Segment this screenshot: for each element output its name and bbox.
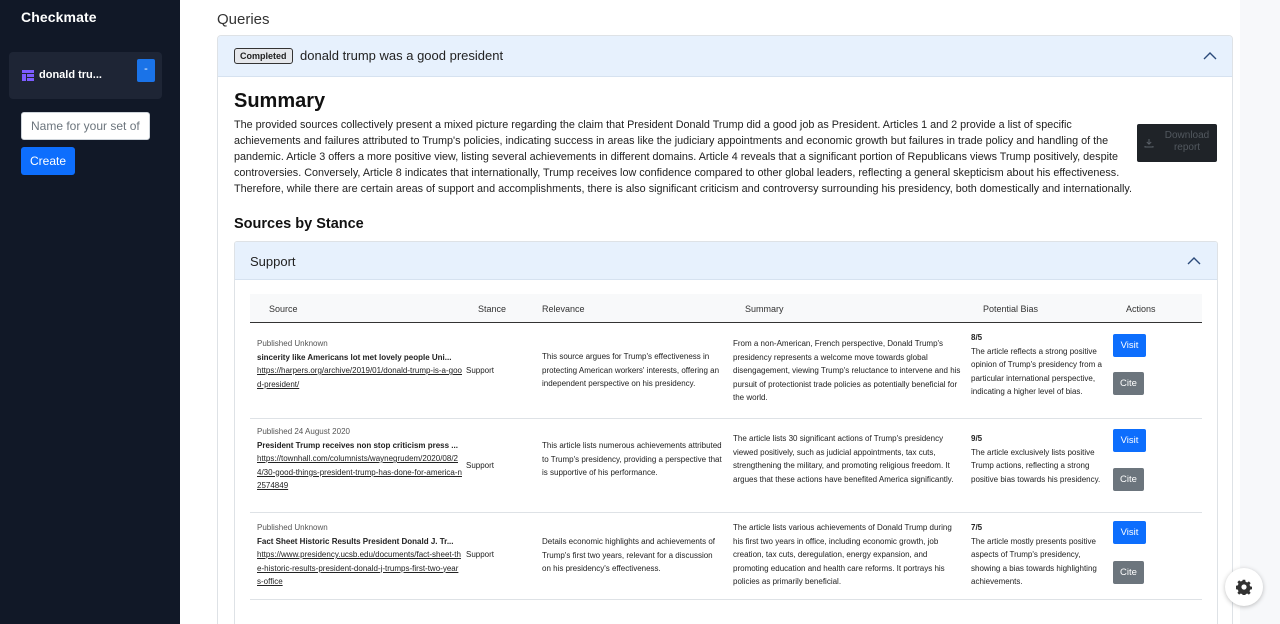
source-cell	[257, 521, 462, 589]
query-text: donald trump was a good president	[300, 48, 504, 63]
table-row	[250, 419, 1202, 513]
scroll-gutter	[1240, 0, 1280, 624]
stance-accordion-support	[234, 241, 1218, 624]
query-accordion	[217, 35, 1233, 624]
remove-project-button[interactable]: -	[137, 59, 155, 82]
stance-label: Support	[250, 254, 296, 269]
column-header-summary: Summary	[745, 304, 784, 314]
bias-score: 9/5	[971, 434, 983, 443]
relevance-cell: This article lists numerous achievements attributed to Trump's presidency, providing a perspective that is supportive of his performance.	[542, 441, 722, 477]
source-title: sincerity like Americans lot met lovely people Uni...	[257, 352, 452, 362]
summary-title: Summary	[234, 90, 326, 112]
visit-button[interactable]: Visit	[1113, 521, 1146, 544]
main-content	[180, 0, 1280, 624]
published-date: Published Unknown	[257, 339, 328, 348]
set-name-input[interactable]	[21, 112, 150, 140]
stance-cell: Support	[466, 550, 495, 559]
stance-cell: Support	[466, 461, 495, 470]
chevron-up-icon[interactable]	[1187, 257, 1201, 265]
sidebar-item-project[interactable]	[9, 52, 162, 99]
relevance-cell: This source argues for Trump's effectiveness in protecting American workers' interests, offering an independent perspective on his presidency.	[542, 352, 720, 388]
app-title: Checkmate	[21, 9, 97, 25]
bias-text: The article reflects a strong positive opinion of Trump's presidency from a particular international perspective, indicating a higher level of bias.	[971, 346, 1102, 396]
sources-title: Sources by Stance	[234, 216, 364, 232]
create-button[interactable]: Create	[21, 147, 75, 175]
summary-text: The provided sources collectively present a mixed picture regarding the claim that President Donald Trump did a good job as President. Articles 1 and 2 provide a list of specific achievements and failures attributed to Trump's policies, indicating success in areas like the judiciary appointments and economic growth but failures in trade policy and handling of the pandemic. Article 3 offers a more positive view, listing several achievements in different domains. Article 4 reveals that a significant portion of Republicans views Trump positively, despite controversies. Conversely, Article 8 indicates that internationally, Trump receives low confidence compared to other global leaders, reflecting a general skepticism about his effectiveness. Therefore, while there are certain areas of support and accomplishments, there is also significant criticism and controversy surrounding his presidency, both domestically and internationally.	[234, 119, 1132, 195]
bias-text: The article exclusively lists positive Trump actions, reflecting a strong positive bias towards his presidency.	[971, 447, 1101, 484]
layout-icon	[22, 70, 34, 81]
source-link[interactable]: https://harpers.org/archive/2019/01/donald-trump-is-a-good-president/	[257, 366, 462, 389]
source-title: Fact Sheet Historic Results President Donald J. Tr...	[257, 536, 454, 546]
chevron-up-icon[interactable]	[1203, 52, 1217, 60]
download-icon	[1144, 138, 1154, 148]
bias-cell	[971, 432, 1103, 486]
column-header-bias: Potential Bias	[983, 304, 1039, 314]
column-header-source: Source	[269, 304, 298, 314]
published-date: Published 24 August 2020	[257, 427, 350, 436]
settings-button[interactable]	[1225, 568, 1263, 606]
visit-button[interactable]: Visit	[1113, 429, 1146, 452]
bias-cell	[971, 331, 1107, 399]
download-report-label: Download report	[1164, 130, 1210, 153]
table-header	[250, 294, 1202, 323]
gear-icon	[1236, 579, 1252, 595]
visit-button[interactable]: Visit	[1113, 334, 1146, 357]
page-title: Queries	[217, 11, 270, 28]
column-header-relevance: Relevance	[542, 304, 585, 314]
stance-cell: Support	[466, 366, 495, 375]
cite-button[interactable]: Cite	[1113, 561, 1144, 584]
bias-cell	[971, 521, 1107, 589]
column-header-stance: Stance	[478, 304, 507, 314]
download-report-button[interactable]	[1137, 124, 1217, 162]
published-date: Published Unknown	[257, 523, 328, 532]
summary-cell: The article lists 30 significant actions of Trump's presidency viewed positively, such as judicial appointments, tax cuts, strengthening the military, and promoting religious freedom. It argues that these actions have benefited America significantly.	[733, 434, 954, 484]
sidebar	[0, 0, 180, 624]
stance-accordion-header[interactable]	[235, 242, 1217, 280]
summary-cell: From a non-American, French perspective, Donald Trump's presidency represents a welcome move towards global disengagement, viewing Trump's reluctance to intervene and his pursuit of protectionist trade policies as potentially beneficial for the world.	[733, 339, 961, 402]
query-accordion-header[interactable]	[218, 36, 1232, 77]
cite-button[interactable]: Cite	[1113, 372, 1144, 395]
source-link[interactable]: https://www.presidency.ucsb.edu/documents/fact-sheet-the-historic-results-president-donald-j-trumps-first-two-years-office	[257, 550, 461, 586]
source-cell	[257, 337, 462, 391]
status-badge: Completed	[234, 48, 293, 64]
bias-text: The article mostly presents positive aspects of Trump's presidency, showing a bias towards highlighting achievements.	[971, 536, 1097, 586]
table-row	[250, 513, 1202, 600]
source-title: President Trump receives non stop criticism press ...	[257, 440, 458, 450]
summary-cell: The article lists various achievements of Donald Trump during his first two years in office, including economic growth, job creation, tax cuts, deregulation, energy expansion, and promoting education and health care reforms. It portrays his policies as primarily beneficial.	[733, 523, 952, 586]
relevance-cell: Details economic highlights and achievements of Trump's first two years, relevant for a discussion on his presidency's effectiveness.	[542, 537, 715, 573]
table-row	[250, 324, 1202, 419]
bias-score: 7/5	[971, 523, 983, 532]
project-label: donald tru...	[39, 69, 102, 81]
source-cell	[257, 425, 462, 493]
cite-button[interactable]: Cite	[1113, 468, 1144, 491]
column-header-actions: Actions	[1126, 304, 1156, 314]
source-link[interactable]: https://townhall.com/columnists/waynegrudem/2020/08/24/30-good-things-president-trump-has-done-for-america-n2574849	[257, 454, 462, 490]
bias-score: 8/5	[971, 333, 983, 342]
